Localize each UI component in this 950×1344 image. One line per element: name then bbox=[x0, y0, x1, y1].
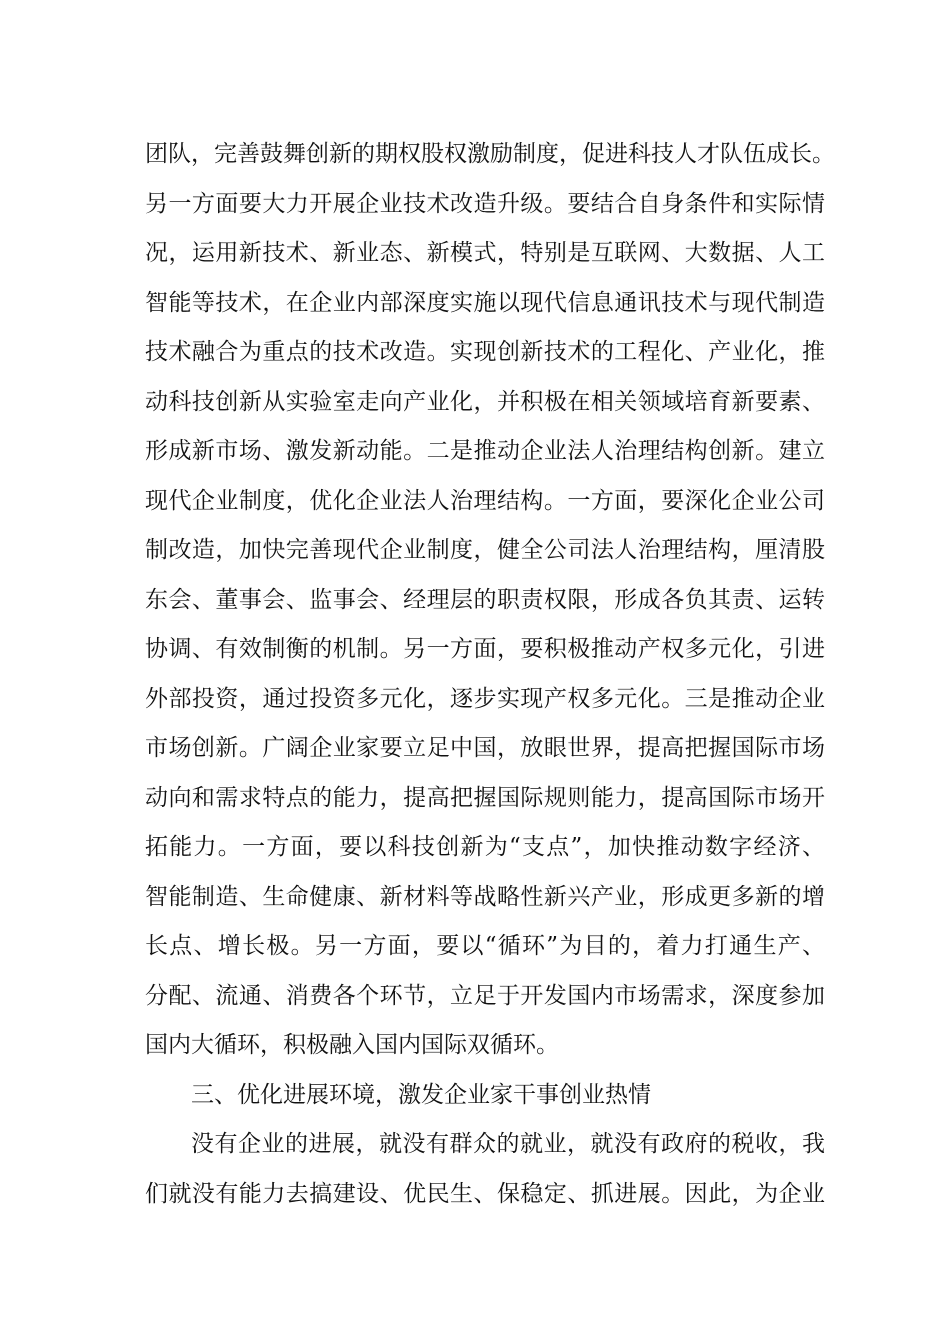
text-line: 东会、董事会、监事会、经理层的职责权限，形成各负其责、运转 bbox=[145, 586, 825, 613]
text-line: 制改造，加快完善现代企业制度，健全公司法人治理结构，厘清股 bbox=[145, 537, 825, 563]
text-line: 智能等技术，在企业内部深度实施以现代信息通讯技术与现代制造 bbox=[145, 289, 825, 316]
body-text bbox=[145, 130, 835, 1219]
text-line: 现代企业制度，优化企业法人治理结构。一方面，要深化企业公司 bbox=[145, 487, 825, 514]
text-line: 智能制造、生命健康、新材料等战略性新兴产业，形成更多新的增 bbox=[145, 883, 825, 910]
paragraph-first-line: 没有企业的进展，就没有群众的就业，就没有政府的税收，我 bbox=[191, 1131, 825, 1157]
text-line: 长点、增长极。另一方面，要以“循环”为目的，着力打通生产、 bbox=[145, 933, 825, 959]
text-line: 技术融合为重点的技术改造。实现创新技术的工程化、产业化，推 bbox=[145, 339, 825, 365]
text-line: 外部投资，通过投资多元化，逐步实现产权多元化。三是推动企业 bbox=[145, 685, 825, 712]
text-line: 动向和需求特点的能力，提高把握国际规则能力，提高国际市场开 bbox=[145, 784, 825, 811]
text-line: 们就没有能力去搞建设、优民生、保稳定、抓进展。因此，为企业 bbox=[145, 1180, 825, 1207]
text-line: 分配、流通、消费各个环节，立足于开发国内市场需求，深度参加 bbox=[145, 982, 825, 1009]
text-line: 协调、有效制衡的机制。另一方面，要积极推动产权多元化，引进 bbox=[145, 636, 825, 662]
section-heading: 三、优化进展环境，激发企业家干事创业热情 bbox=[191, 1081, 651, 1108]
text-line: 国内大循环，积极融入国内国际双循环。 bbox=[145, 1032, 559, 1058]
text-line: 动科技创新从实验室走向产业化，并积极在相关领域培育新要素、 bbox=[145, 388, 825, 415]
text-line: 形成新市场、激发新动能。二是推动企业法人治理结构创新。建立 bbox=[145, 438, 825, 464]
text-line: 拓能力。一方面，要以科技创新为“支点”，加快推动数字经济、 bbox=[145, 834, 825, 860]
text-line: 另一方面要大力开展企业技术改造升级。要结合自身条件和实际情 bbox=[145, 190, 825, 217]
text-line: 团队，完善鼓舞创新的期权股权激励制度，促进科技人才队伍成长。 bbox=[145, 141, 835, 167]
text-line: 市场创新。广阔企业家要立足中国，放眼世界，提高把握国际市场 bbox=[145, 735, 825, 761]
text-line: 况，运用新技术、新业态、新模式，特别是互联网、大数据、人工 bbox=[145, 240, 825, 266]
